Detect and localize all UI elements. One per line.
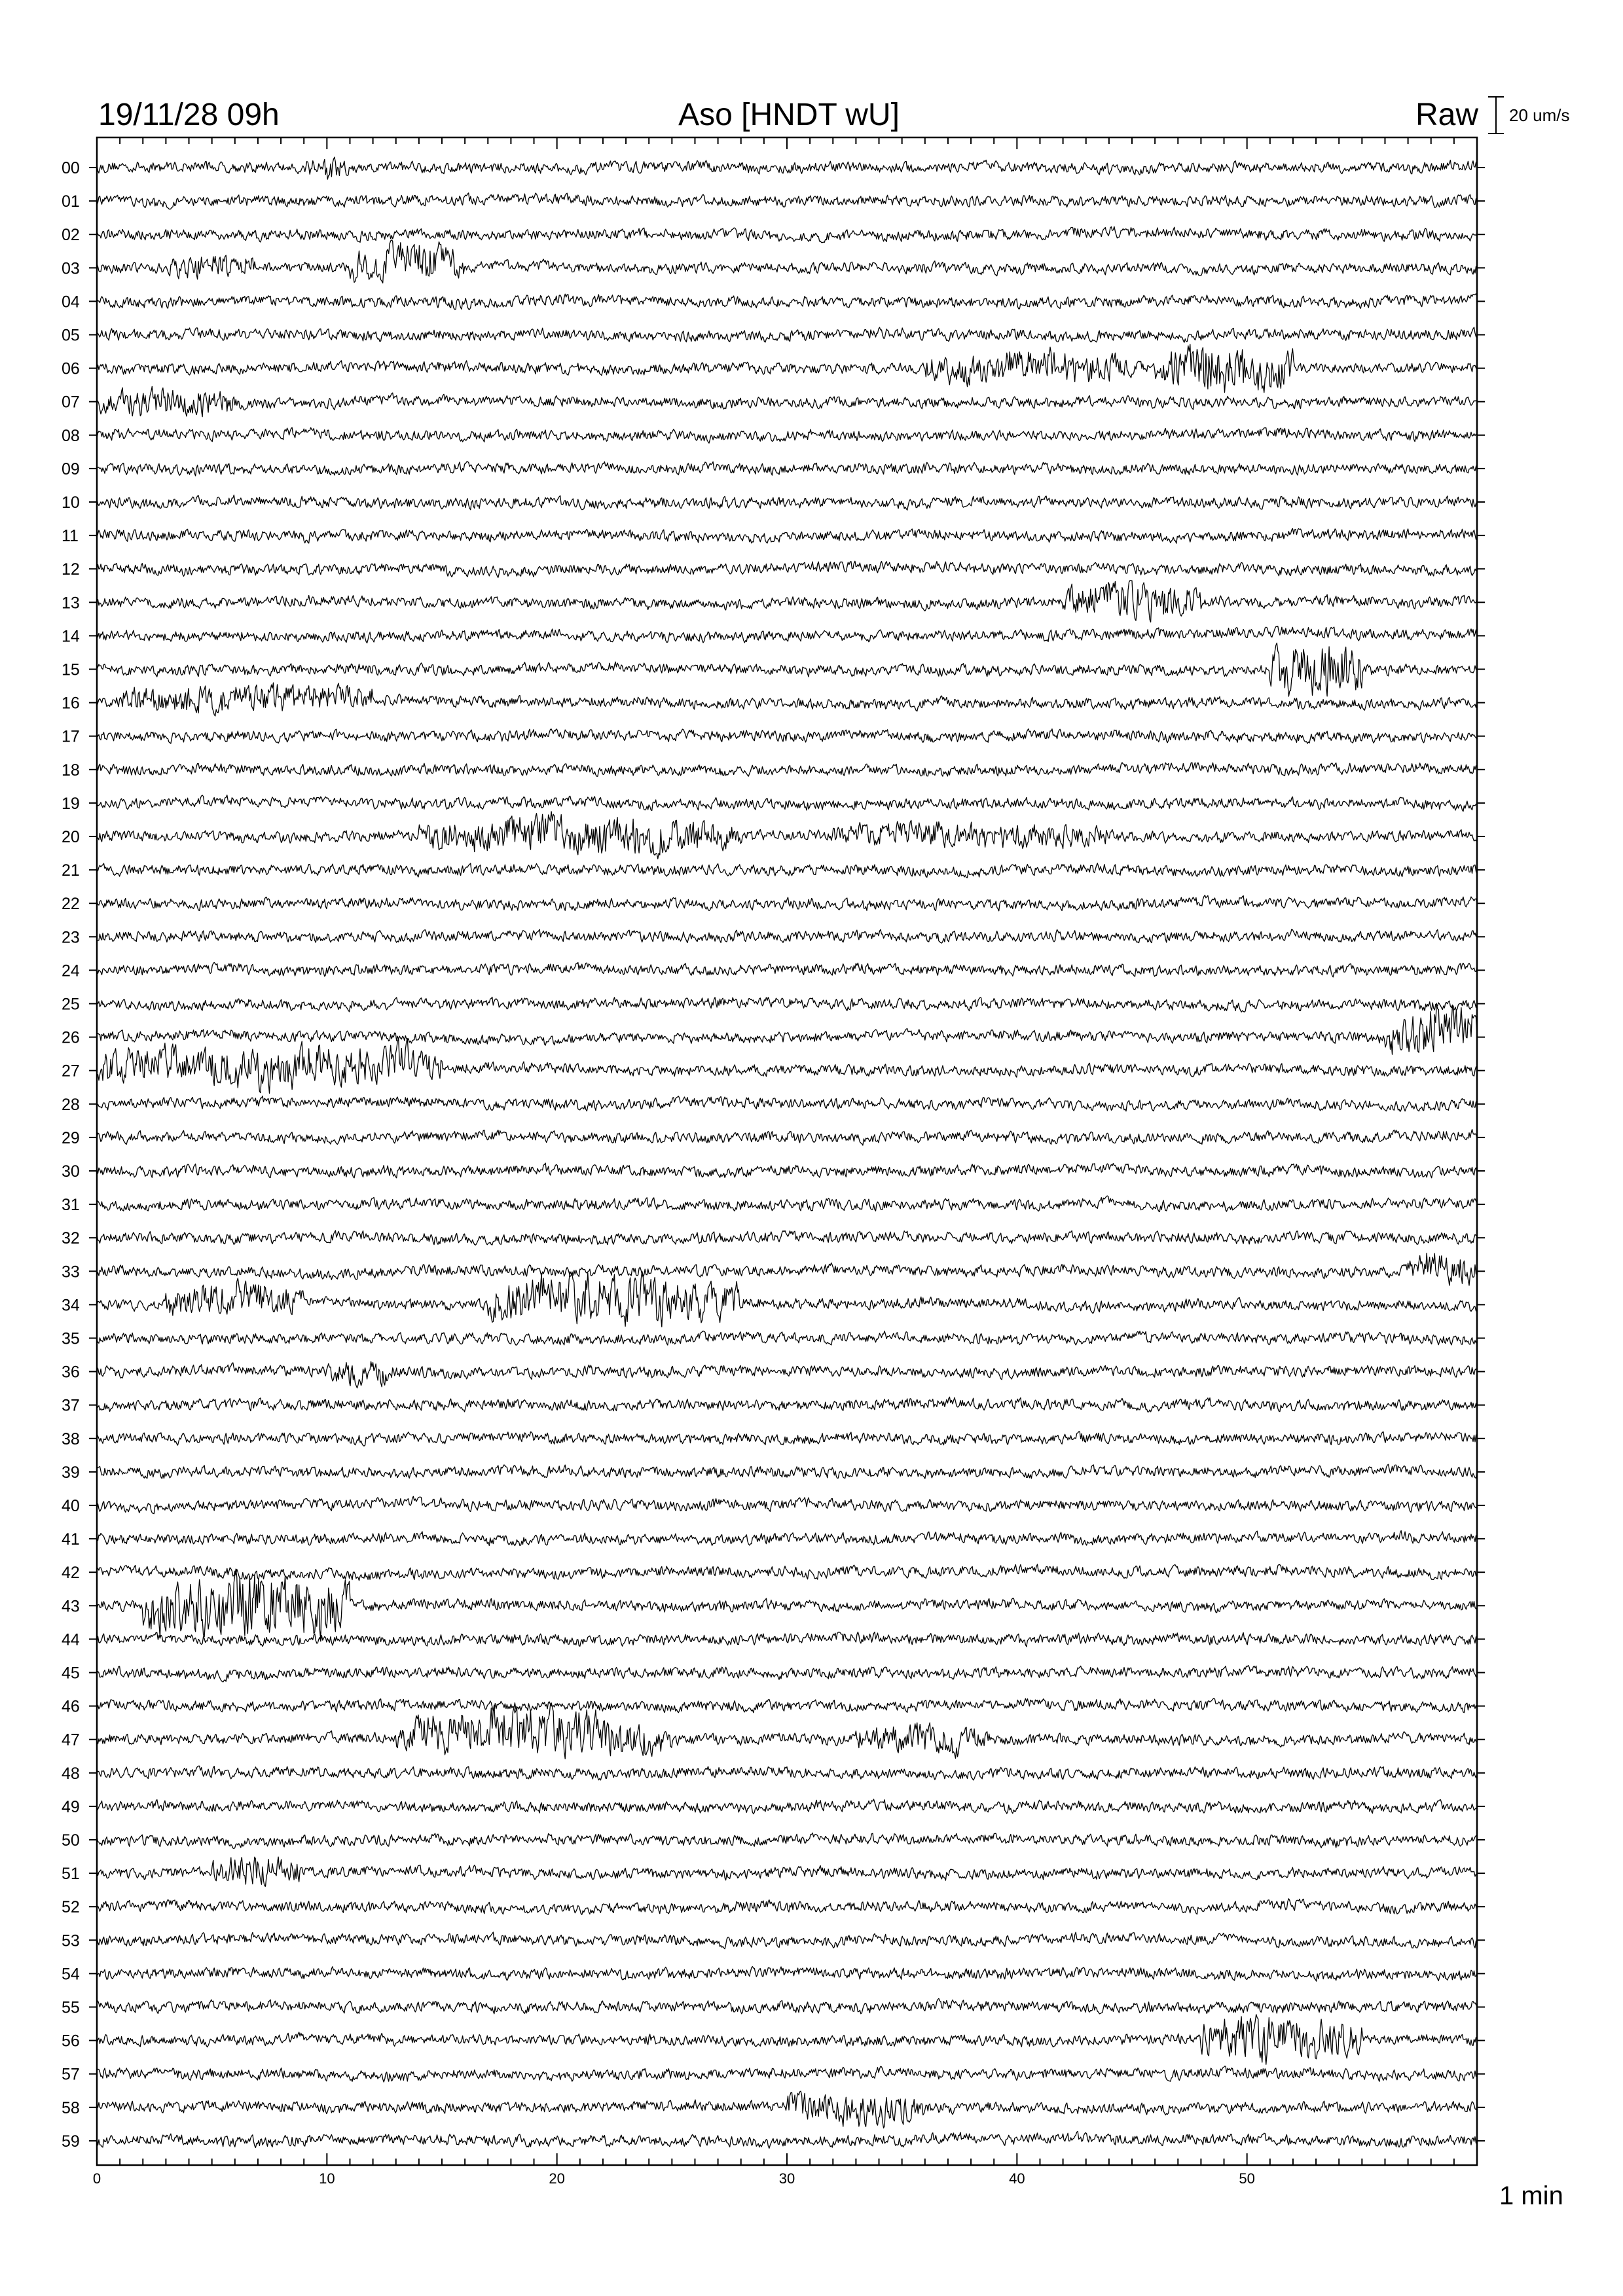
trace-label: 23 — [62, 928, 80, 947]
x-tick-label-group — [93, 2170, 1255, 2187]
axis-ticks — [89, 137, 1485, 2165]
timestamp-label: 19/11/28 09h — [98, 98, 280, 132]
seismic-trace — [97, 2091, 1477, 2128]
seismic-trace — [97, 1464, 1477, 1479]
seismic-trace — [97, 1998, 1477, 2014]
trace-label: 41 — [62, 1530, 80, 1549]
seismic-trace — [97, 1632, 1477, 1647]
seismic-trace — [97, 1230, 1477, 1245]
trace-label: 59 — [62, 2132, 80, 2151]
trace-label: 10 — [62, 493, 80, 512]
trace-label: 35 — [62, 1329, 80, 1348]
trace-label: 30 — [62, 1162, 80, 1181]
seismic-trace — [97, 581, 1477, 622]
trace-label: 38 — [62, 1429, 80, 1448]
seismic-trace — [97, 427, 1477, 443]
trace-label: 49 — [62, 1797, 80, 1816]
seismic-trace — [97, 1130, 1477, 1145]
seismic-trace — [97, 495, 1477, 510]
trace-label-group — [62, 159, 80, 2151]
trace-label: 24 — [62, 961, 80, 980]
seismic-trace — [97, 327, 1477, 342]
seismic-trace — [97, 561, 1477, 577]
scale-bar — [1488, 97, 1504, 134]
x-tick-label: 50 — [1239, 2170, 1255, 2187]
seismic-trace — [97, 294, 1477, 310]
seismic-trace — [97, 762, 1477, 776]
trace-label: 39 — [62, 1463, 80, 1482]
seismic-trace — [97, 193, 1477, 209]
trace-group — [97, 157, 1477, 2148]
seismic-trace — [97, 1253, 1477, 1285]
seismic-trace — [97, 895, 1477, 911]
trace-label: 13 — [62, 594, 80, 613]
seismic-trace — [97, 643, 1477, 696]
trace-label: 01 — [62, 192, 80, 211]
trace-label: 11 — [62, 527, 79, 546]
seismic-trace — [97, 2132, 1477, 2149]
seismic-trace — [97, 1496, 1477, 1513]
trace-label: 28 — [62, 1095, 80, 1114]
x-tick-label: 40 — [1009, 2170, 1025, 2187]
trace-label: 43 — [62, 1597, 80, 1616]
x-axis-label: 1 min — [1499, 2181, 1563, 2210]
trace-label: 16 — [62, 694, 80, 713]
trace-label: 12 — [62, 560, 80, 579]
trace-label: 17 — [62, 727, 80, 746]
seismic-trace — [97, 226, 1477, 242]
seismic-trace — [97, 1361, 1477, 1388]
seismic-trace — [97, 461, 1477, 476]
seismic-trace — [97, 1698, 1477, 1713]
seismic-trace — [97, 157, 1477, 179]
seismic-trace — [97, 997, 1477, 1012]
seismic-trace — [97, 1857, 1477, 1886]
trace-label: 52 — [62, 1898, 80, 1917]
seismic-trace — [97, 683, 1477, 716]
trace-label: 08 — [62, 426, 80, 445]
trace-label: 20 — [62, 828, 80, 846]
seismic-trace — [97, 1967, 1477, 1982]
seismic-trace — [97, 929, 1477, 943]
seismic-trace — [97, 2015, 1477, 2064]
trace-label: 18 — [62, 761, 80, 780]
seismic-trace — [97, 1397, 1477, 1412]
seismic-trace — [97, 962, 1477, 977]
trace-label: 45 — [62, 1664, 80, 1683]
trace-label: 21 — [62, 861, 80, 880]
trace-label: 51 — [62, 1865, 80, 1884]
trace-label: 26 — [62, 1028, 80, 1047]
trace-label: 07 — [62, 393, 80, 412]
trace-label: 15 — [62, 660, 80, 679]
seismic-trace — [97, 1272, 1477, 1327]
trace-label: 36 — [62, 1363, 80, 1382]
trace-label: 05 — [62, 326, 80, 345]
trace-label: 40 — [62, 1497, 80, 1515]
seismic-trace — [97, 1666, 1477, 1682]
seismic-trace — [97, 1003, 1477, 1054]
trace-label: 03 — [62, 259, 80, 278]
seismic-trace — [97, 1932, 1477, 1949]
seismic-trace — [97, 1163, 1477, 1178]
trace-label: 04 — [62, 293, 80, 312]
seismic-trace — [97, 1899, 1477, 1914]
seismic-trace — [97, 812, 1477, 859]
trace-label: 27 — [62, 1062, 80, 1081]
trace-label: 14 — [62, 627, 80, 646]
seismic-trace — [97, 863, 1477, 878]
trace-label: 09 — [62, 459, 80, 478]
seismic-trace — [97, 1531, 1477, 1546]
trace-label: 47 — [62, 1731, 80, 1749]
trace-label: 53 — [62, 1931, 80, 1950]
trace-label: 31 — [62, 1196, 80, 1215]
trace-label: 57 — [62, 2065, 80, 2084]
seismic-trace — [97, 1799, 1477, 1814]
seismic-trace — [97, 1331, 1477, 1345]
seismic-trace — [97, 240, 1477, 283]
seismic-trace — [97, 1196, 1477, 1211]
trace-label: 33 — [62, 1263, 80, 1282]
trace-label: 55 — [62, 1998, 80, 2017]
trace-label: 25 — [62, 995, 80, 1014]
trace-label: 00 — [62, 159, 80, 177]
x-tick-label: 10 — [319, 2170, 335, 2187]
seismic-trace — [97, 626, 1477, 643]
trace-label: 42 — [62, 1564, 80, 1583]
seismic-trace — [97, 1569, 1477, 1639]
trace-label: 22 — [62, 895, 80, 914]
trace-label: 06 — [62, 359, 80, 378]
x-tick-label: 20 — [549, 2170, 565, 2187]
trace-label: 44 — [62, 1630, 80, 1649]
seismic-trace — [97, 1431, 1477, 1446]
seismic-trace — [97, 1766, 1477, 1780]
trace-label: 58 — [62, 2098, 80, 2117]
trace-label: 54 — [62, 1965, 80, 1984]
seismic-trace — [97, 1564, 1477, 1581]
seismic-trace — [97, 529, 1477, 544]
seismic-trace — [97, 344, 1477, 393]
mode-label: Raw — [1415, 98, 1478, 132]
seismic-trace — [97, 1039, 1477, 1094]
trace-label: 02 — [62, 226, 80, 245]
trace-label: 34 — [62, 1296, 80, 1315]
trace-label: 56 — [62, 2032, 80, 2051]
trace-label: 32 — [62, 1229, 80, 1248]
trace-label: 19 — [62, 794, 80, 813]
trace-label: 46 — [62, 1697, 80, 1716]
seismic-trace — [97, 1833, 1477, 1848]
x-tick-label: 30 — [778, 2170, 795, 2187]
seismic-trace — [97, 795, 1477, 812]
seismic-trace — [97, 2066, 1477, 2082]
seismic-trace — [97, 386, 1477, 416]
scale-bar-label: 20 um/s — [1509, 105, 1570, 125]
station-title: Aso [HNDT wU] — [678, 98, 900, 132]
seismic-trace — [97, 729, 1477, 744]
x-tick-label: 0 — [92, 2170, 101, 2187]
seismic-trace — [97, 1096, 1477, 1112]
plot-frame — [97, 137, 1477, 2165]
trace-label: 37 — [62, 1396, 80, 1415]
trace-label: 29 — [62, 1128, 80, 1147]
seismic-trace — [97, 1703, 1477, 1759]
trace-label: 50 — [62, 1831, 80, 1850]
trace-label: 48 — [62, 1764, 80, 1783]
